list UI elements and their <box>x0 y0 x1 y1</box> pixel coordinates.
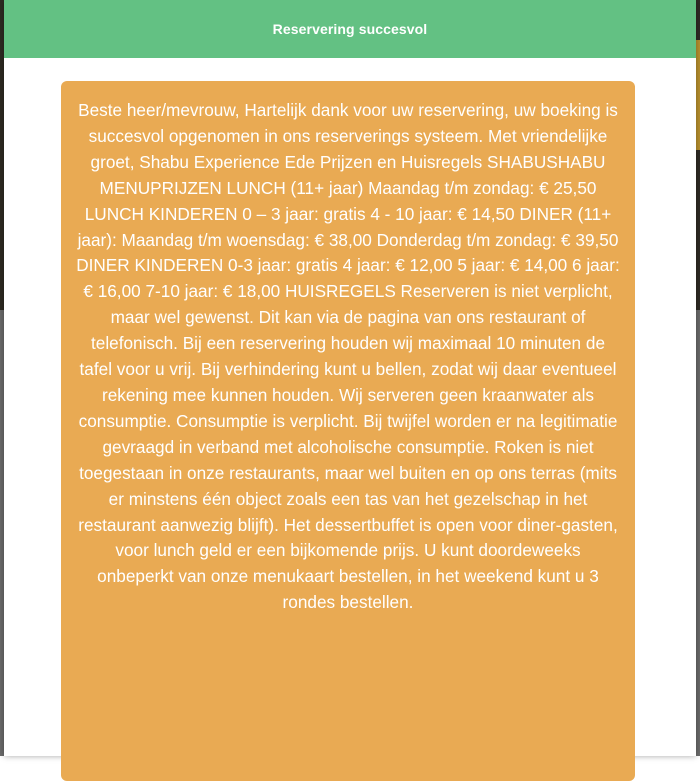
dialog-title: Reservering succesvol <box>272 21 428 37</box>
confirmation-message: Beste heer/mevrouw, Hartelijk dank voor uw reservering, uw boeking is succesvol opgenomen in ons reserverings systeem. Met vriendelijke groet, Shabu Experience Ede Prijzen en Huisregels SHABUSHABU MENUPRIJZEN LUNCH (11+ jaar) Maandag t/m zondag: € 25,50 LUNCH KINDEREN 0 – 3 jaar: gratis 4 - 10 jaar: € 14,50 DINER (11+ jaar): Maandag t/m woensdag: € 38,00 Donderdag t/m zondag: € 39,50 DINER KINDEREN 0-3 jaar: gratis 4 jaar: € 12,00 5 jaar: € 14,00 6 jaar: € 16,00 7-10 jaar: € 18,00 HUISREGELS Reserveren is niet verplicht, maar wel gewenst. Dit kan via de pagina van ons restaurant of telefonisch. Bij een reservering houden wij maximaal 10 minuten de tafel voor u vrij. Bij verhindering kunt u bellen, zodat wij daar eventueel rekening mee kunnen houden. Wij serveren geen kraanwater als consumptie. Consumptie is verplicht. Bij twijfel worden er na legitimatie gevraagd in verband met alcoholische consumptie. Roken is niet toegestaan in onze restaurants, maar wel buiten en op ons terras (mits er minstens één object zoals een tas van het gezelschap in het restaurant aanwezig blijft). Het dessertbuffet is open voor diner-gasten, voor lunch geld er een bijkomende prijs. U kunt doordeweeks onbeperkt van onze menukaart bestellen, in het weekend kunt u 3 rondes bestellen. <box>76 100 620 613</box>
confirmation-message-box <box>61 81 635 781</box>
dialog-header <box>4 0 696 58</box>
reservation-success-dialog <box>4 0 696 756</box>
